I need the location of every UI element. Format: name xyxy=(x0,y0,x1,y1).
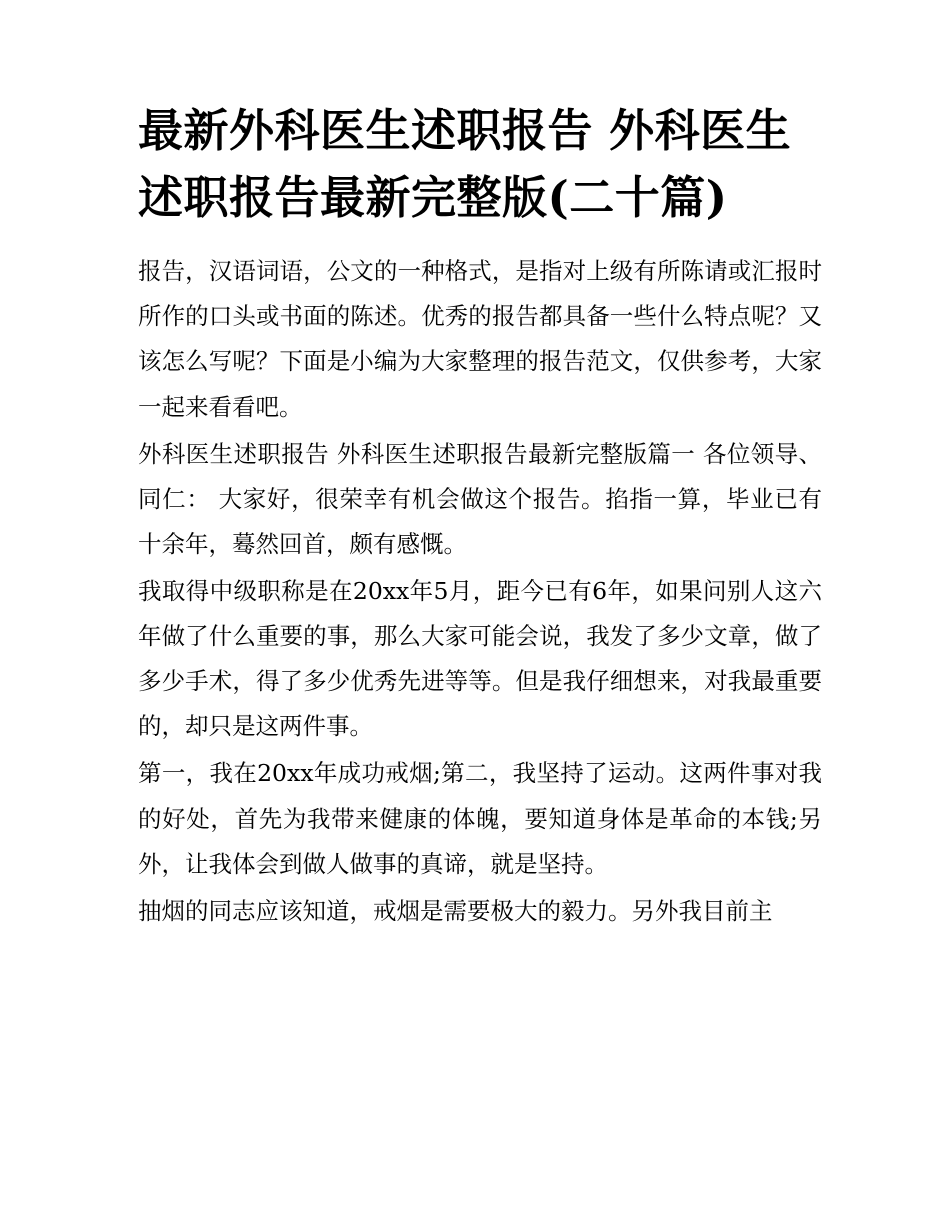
paragraph: 我取得中级职称是在20xx年5月，距今已有6年，如果问别人这六年做了什么重要的事，那么大家可能会说，我发了多少文章，做了多少手术，得了多少优秀先进等等。但是我仔细想来，对我最重要的，却只是这两件事。 xyxy=(138,576,822,741)
paragraph: 报告，汉语词语，公文的一种格式，是指对上级有所陈请或汇报时所作的口头或书面的陈述。优秀的报告都具备一些什么特点呢？又该怎么写呢？下面是小编为大家整理的报告范文，仅供参考，大家一起来看看吧。 xyxy=(138,257,822,421)
paragraph: 外科医生述职报告 外科医生述职报告最新完整版篇一 各位领导、同仁： 大家好，很荣幸有机会做这个报告。掐指一算，毕业已有十余年，蓦然回首，颇有感慨。 xyxy=(138,439,822,558)
paragraph: 第一，我在20xx年成功戒烟;第二，我坚持了运动。这两件事对我的好处，首先为我带来健康的体魄，要知道身体是革命的本钱;另外，让我体会到做人做事的真谛，就是坚持。 xyxy=(138,759,822,878)
page-title: 最新外科医生述职报告 外科医生述职报告最新完整版(二十篇) xyxy=(138,104,792,224)
paragraph: 抽烟的同志应该知道，戒烟是需要极大的毅力。另外我目前主 xyxy=(138,896,773,925)
